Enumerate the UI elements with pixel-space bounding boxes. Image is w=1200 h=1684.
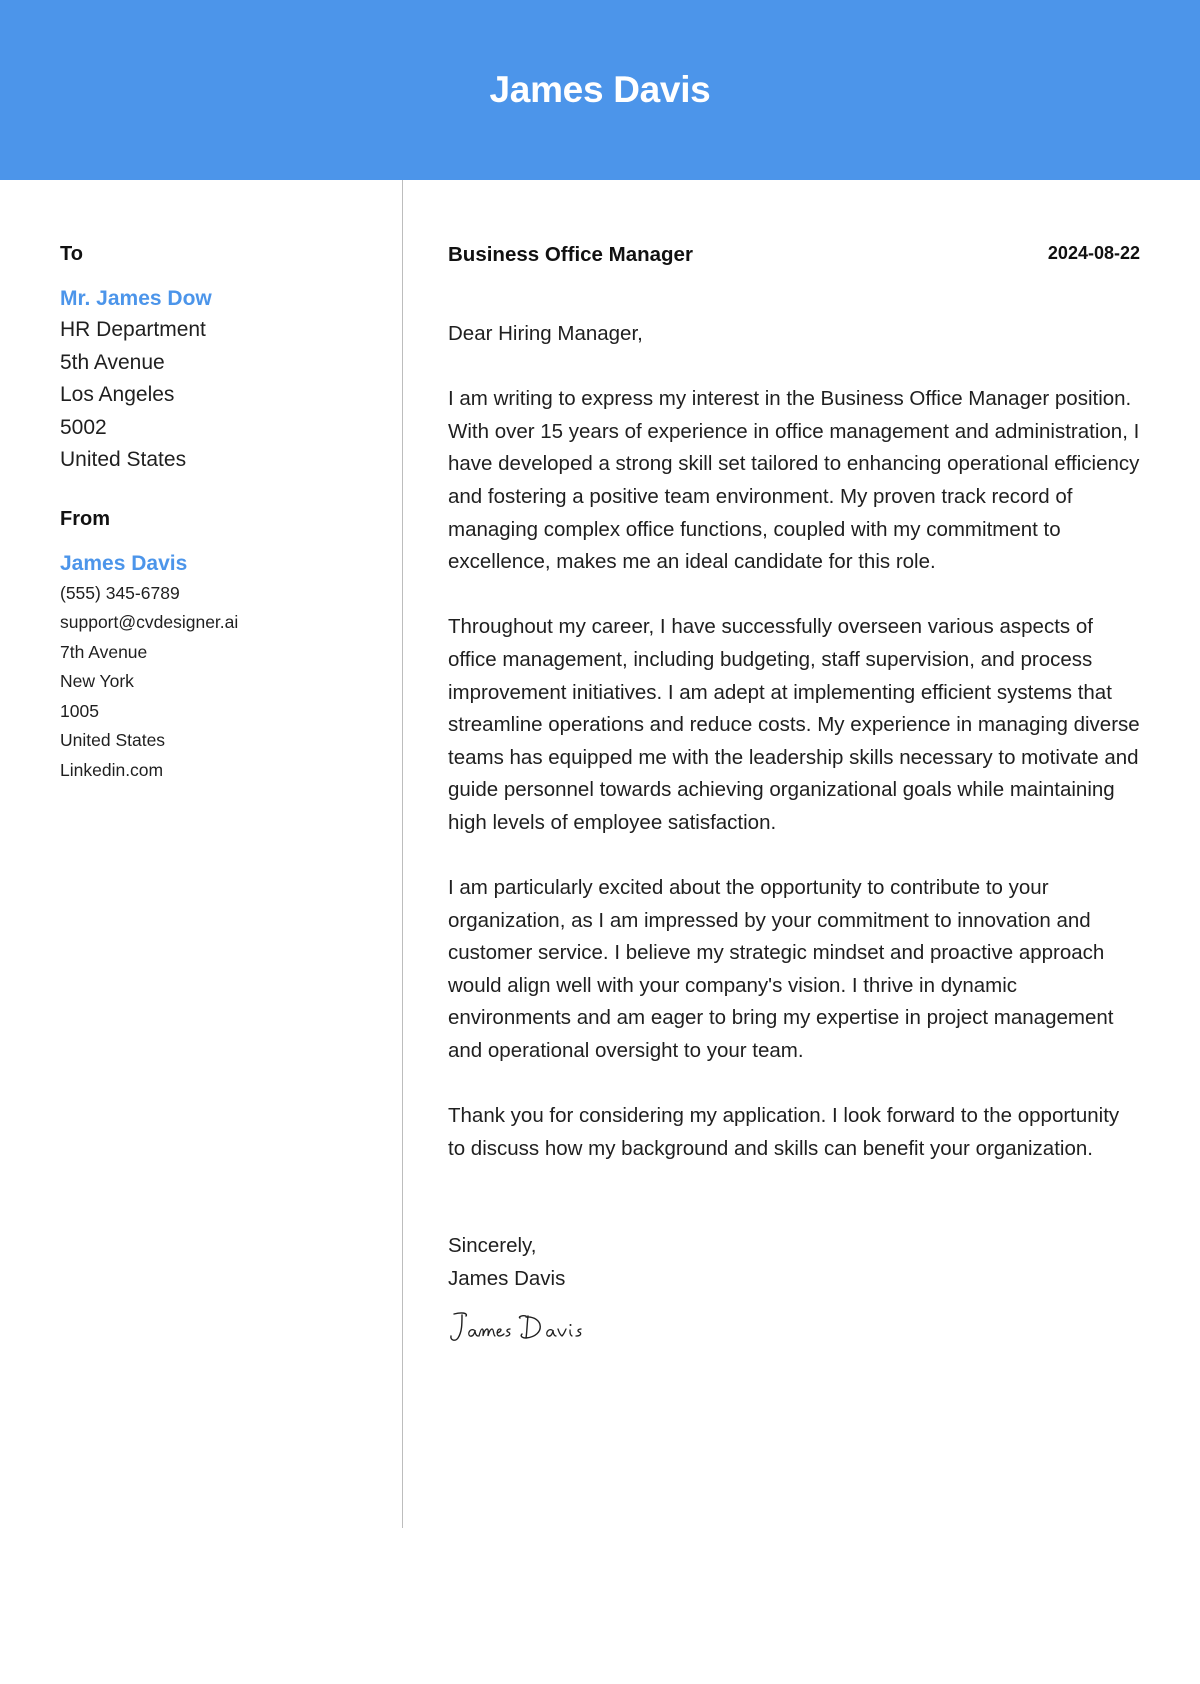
- recipient-address: [60, 284, 380, 477]
- sender-city: New York: [60, 671, 134, 691]
- sender-name: James Davis: [60, 551, 188, 575]
- sender-street: 7th Avenue: [60, 641, 148, 662]
- recipient-street: 5th Avenue: [60, 350, 165, 374]
- recipient-name: Mr. James Dow: [60, 287, 212, 310]
- recipient-section: [60, 240, 380, 477]
- paragraph-2: Throughout my career, I have successfully overseen various aspects of office management, including budgeting, staff supervision, and process improvement initiatives. I am adept at implementing efficient systems that streamline operations and reduce costs. My experience in managing diverse teams has equipped me with the leadership skills necessary to motivate and guide personnel towards achieving organizational goals while maintaining high levels of employee satisfaction.: [448, 615, 1140, 834]
- handwritten-signature: [448, 1308, 1140, 1348]
- to-label: To: [60, 243, 83, 265]
- letter-date: 2024-08-22: [1047, 243, 1140, 263]
- applicant-name: James Davis: [489, 68, 711, 110]
- closing-name: James Davis: [448, 1267, 566, 1291]
- recipient-zip: 5002: [60, 415, 107, 439]
- from-label: From: [60, 507, 110, 530]
- closing-phrase: Sincerely,: [448, 1234, 537, 1258]
- job-title: Business Office Manager: [448, 243, 693, 266]
- column-divider: [402, 180, 403, 1528]
- sender-email: support@cvdesigner.ai: [60, 612, 239, 632]
- salutation: Dear Hiring Manager,: [448, 322, 643, 345]
- paragraph-1: I am writing to express my interest in the Business Office Manager position. With over 15 years of experience in office management and administration, I have developed a strong skill set tailored to enhancing operational efficiency and fostering a positive team environment. My proven track record of managing complex office functions, coupled with my commitment to excellence, makes me an ideal candidate for this role.: [448, 387, 1140, 574]
- paragraph-4: Thank you for considering my application. I look forward to the opportunity to discuss how my background and skills can benefit your organization.: [448, 1104, 1120, 1160]
- letter-body: [448, 240, 1140, 1348]
- signature-graphic: [448, 1308, 608, 1348]
- address-sidebar: [60, 240, 380, 785]
- letter-title-row: [448, 240, 1140, 270]
- page-header: [0, 0, 1200, 180]
- sender-section: [60, 505, 380, 786]
- sender-address: [60, 549, 380, 786]
- closing-block: [448, 1230, 1140, 1295]
- recipient-city: Los Angeles: [60, 383, 175, 406]
- sender-country: United States: [60, 730, 166, 750]
- sender-phone: (555) 345-6789: [60, 582, 180, 603]
- sender-website: Linkedin.com: [60, 759, 164, 780]
- recipient-department: HR Department: [60, 318, 206, 341]
- sender-zip: 1005: [60, 700, 99, 721]
- paragraph-3: I am particularly excited about the opportunity to contribute to your organization, as I am impressed by your commitment to innovation and customer service. I believe my strategic mindset and proactive approach would align well with your company's vision. I thrive in dynamic environments and am eager to bring my expertise in project management and operational oversight to your team.: [448, 876, 1114, 1063]
- recipient-country: United States: [60, 448, 187, 471]
